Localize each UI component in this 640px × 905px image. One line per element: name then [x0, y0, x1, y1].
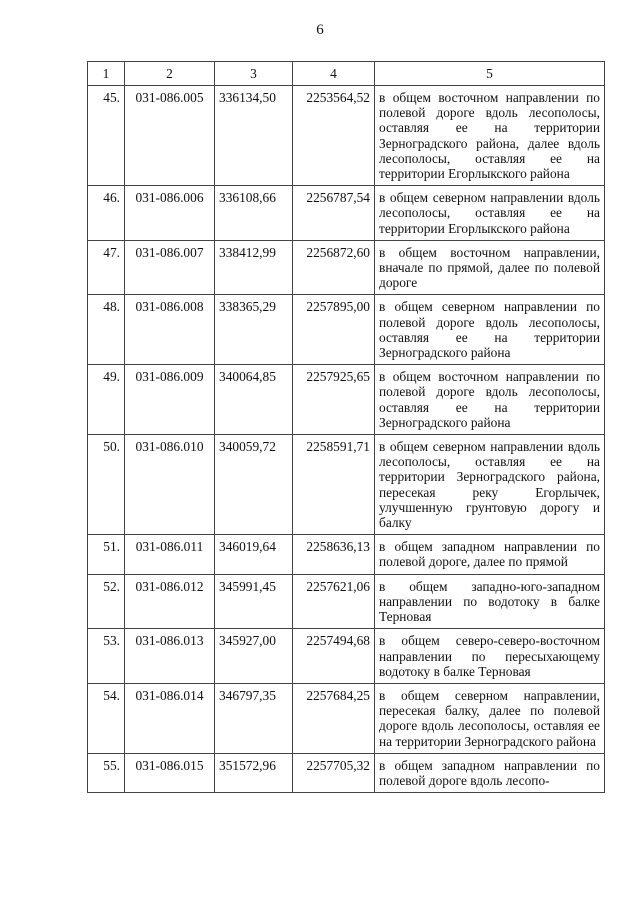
point-code: 031-086.015 [125, 753, 215, 792]
y-coordinate: 2258636,13 [293, 535, 375, 574]
y-coordinate: 2257895,00 [293, 295, 375, 365]
y-coordinate: 2258591,71 [293, 435, 375, 535]
x-coordinate: 346797,35 [215, 683, 293, 753]
table-row [88, 86, 605, 186]
column-header: 5 [375, 62, 605, 86]
row-number: 46. [88, 186, 125, 241]
table-row [88, 574, 605, 629]
x-coordinate: 345927,00 [215, 629, 293, 684]
boundary-description: в общем восточном направлении по полевой дороге вдоль лесополосы, оставляя ее на территории Зерноградского района, далее вдоль лесополосы, оставляя ее на территории Егорлыкского района [375, 86, 605, 186]
point-code: 031-086.014 [125, 683, 215, 753]
table-row [88, 535, 605, 574]
y-coordinate: 2257621,06 [293, 574, 375, 629]
x-coordinate: 338365,29 [215, 295, 293, 365]
boundary-description: в общем северном направлении вдоль лесополосы, оставляя ее на территории Зерноградского района, пересекая реку Егорлычек, улучшенную грунтовую дорогу и балку [375, 435, 605, 535]
boundary-description: в общем северном направлении вдоль лесополосы, оставляя ее на территории Егорлыкского района [375, 186, 605, 241]
table-body [88, 86, 605, 793]
boundary-description: в общем восточном направлении, вначале по прямой, далее по полевой дороге [375, 240, 605, 295]
point-code: 031-086.005 [125, 86, 215, 186]
boundary-description: в общем северном направлении, пересекая балку, далее по полевой дороге вдоль лесополосы, оставляя ее на территории Зерноградского района [375, 683, 605, 753]
point-code: 031-086.007 [125, 240, 215, 295]
row-number: 49. [88, 365, 125, 435]
y-coordinate: 2256872,60 [293, 240, 375, 295]
y-coordinate: 2257925,65 [293, 365, 375, 435]
table-row [88, 186, 605, 241]
x-coordinate: 351572,96 [215, 753, 293, 792]
table-row [88, 295, 605, 365]
row-number: 53. [88, 629, 125, 684]
x-coordinate: 340064,85 [215, 365, 293, 435]
boundary-description: в общем северо-северо-восточном направлении по пересыхающему водотоку в балке Терновая [375, 629, 605, 684]
point-code: 031-086.013 [125, 629, 215, 684]
x-coordinate: 336134,50 [215, 86, 293, 186]
x-coordinate: 336108,66 [215, 186, 293, 241]
point-code: 031-086.009 [125, 365, 215, 435]
row-number: 51. [88, 535, 125, 574]
column-header: 4 [293, 62, 375, 86]
boundary-description: в общем западном направлении по полевой дороге, далее по прямой [375, 535, 605, 574]
row-number: 54. [88, 683, 125, 753]
row-number: 45. [88, 86, 125, 186]
table-row [88, 683, 605, 753]
column-header: 3 [215, 62, 293, 86]
row-number: 55. [88, 753, 125, 792]
table-row [88, 240, 605, 295]
y-coordinate: 2257684,25 [293, 683, 375, 753]
table-row [88, 435, 605, 535]
x-coordinate: 345991,45 [215, 574, 293, 629]
table-header-row [88, 62, 605, 86]
point-code: 031-086.010 [125, 435, 215, 535]
x-coordinate: 340059,72 [215, 435, 293, 535]
point-code: 031-086.006 [125, 186, 215, 241]
x-coordinate: 346019,64 [215, 535, 293, 574]
row-number: 50. [88, 435, 125, 535]
column-header: 2 [125, 62, 215, 86]
page-number: 6 [316, 22, 324, 38]
point-code: 031-086.011 [125, 535, 215, 574]
point-code: 031-086.008 [125, 295, 215, 365]
x-coordinate: 338412,99 [215, 240, 293, 295]
boundary-description: в общем западно-юго-западном направлении по водотоку в балке Терновая [375, 574, 605, 629]
boundary-description: в общем северном направлении по полевой дороге вдоль лесополосы, оставляя ее на территории Зерноградского района [375, 295, 605, 365]
point-code: 031-086.012 [125, 574, 215, 629]
y-coordinate: 2257494,68 [293, 629, 375, 684]
y-coordinate: 2257705,32 [293, 753, 375, 792]
y-coordinate: 2253564,52 [293, 86, 375, 186]
row-number: 52. [88, 574, 125, 629]
y-coordinate: 2256787,54 [293, 186, 375, 241]
column-header: 1 [88, 62, 125, 86]
table-row [88, 753, 605, 792]
table-row [88, 365, 605, 435]
boundary-description: в общем восточном направлении по полевой дороге вдоль лесополосы, оставляя ее на территории Зерноградского района [375, 365, 605, 435]
boundary-points-table [87, 61, 605, 793]
boundary-description: в общем западном направлении по полевой дороге вдоль лесопо- [375, 753, 605, 792]
table-row [88, 629, 605, 684]
row-number: 48. [88, 295, 125, 365]
row-number: 47. [88, 240, 125, 295]
